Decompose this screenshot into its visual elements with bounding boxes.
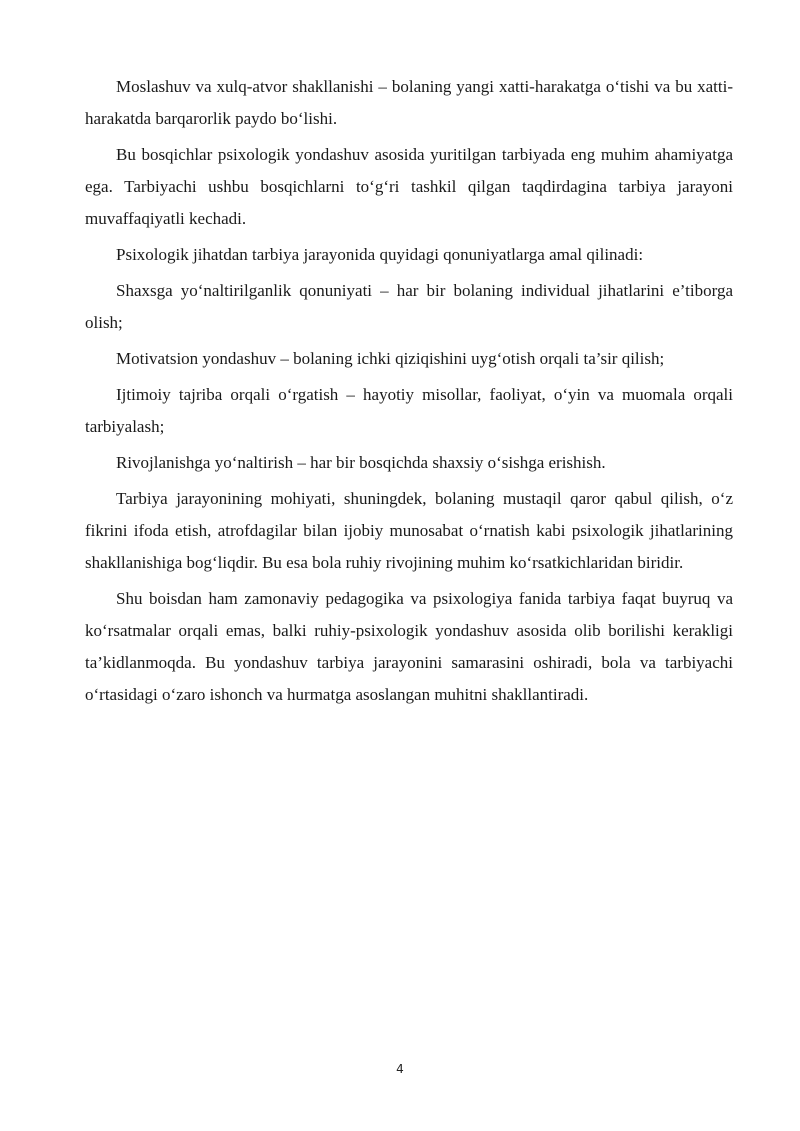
paragraph-8: Tarbiya jarayonining mohiyati, shuningdek, bolaning mustaqil qaror qabul qilish, o‘z fikrini ifoda etish, atrofdagilar bilan ijobiy munosabat o‘rnatish kabi psixologik jihatlarining shakllanishiga bog‘liqdir. Bu esa bola ruhiy rivojining muhim ko‘rsatkichlaridan biridir. [85,489,733,572]
paragraph-7: Rivojlanishga yo‘naltirish – har bir bosqichda shaxsiy o‘sishga erishish. [116,453,606,472]
paragraph-6: Ijtimoiy tajriba orqali o‘rgatish – hayotiy misollar, faoliyat, o‘yin va muomala orqali tarbiyalash; [85,385,733,436]
paragraph-2: Bu bosqichlar psixologik yondashuv asosida yuritilgan tarbiyada eng muhim ahamiyatga ega. Tarbiyachi ushbu bosqichlarni to‘g‘ri tashkil qilgan taqdirdagina tarbiya jarayoni muvaffaqiyatli kechadi. [85,145,733,228]
paragraph-1: Moslashuv va xulq-atvor shakllanishi – bolaning yangi xatti-harakatga o‘tishi va bu xatti-harakatda barqarorlik paydo bo‘lishi. [85,77,733,128]
page-number: 4 [396,1062,404,1076]
paragraph-5: Motivatsion yondashuv – bolaning ichki qiziqishini uyg‘otish orqali ta’sir qilish; [116,349,665,368]
paragraph-9: Shu boisdan ham zamonaviy pedagogika va psixologiya fanida tarbiya faqat buyruq va ko‘rsatmalar orqali emas, balki ruhiy-psixologik yondashuv asosida olib borilishi kerakligi ta’kidlanmoqda. Bu yondashuv tarbiya jarayonini samarasini oshiradi, bola va tarbiyachi o‘rtasidagi o‘zaro ishonch va hurmatga asoslangan muhitni shakllantiradi. [85,589,733,704]
paragraph-4: Shaxsga yo‘naltirilganlik qonuniyati – har bir bolaning individual jihatlarini e’tiborga olish; [85,281,733,332]
paragraph-3: Psixologik jihatdan tarbiya jarayonida quyidagi qonuniyatlarga amal qilinadi: [116,245,644,264]
body-text [85,71,733,715]
